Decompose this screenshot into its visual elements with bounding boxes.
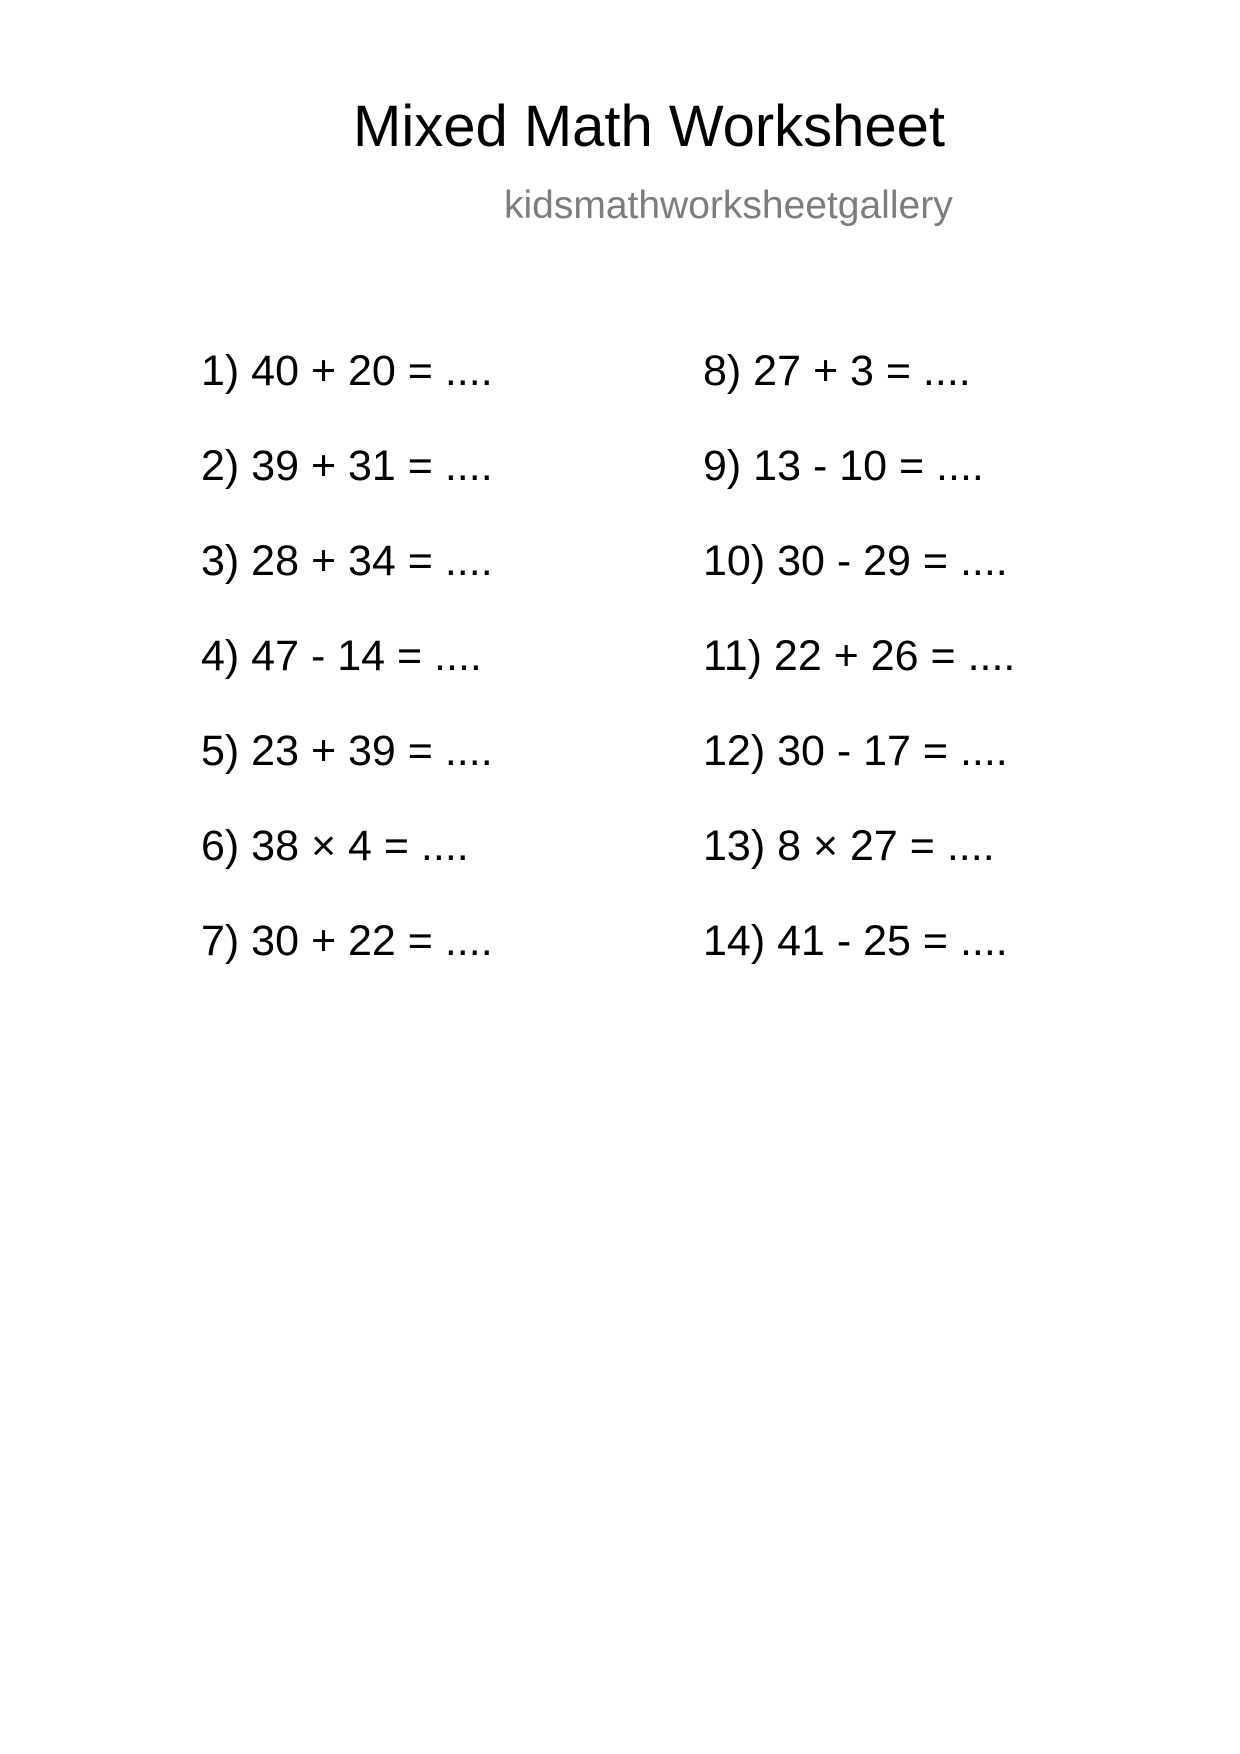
math-problem: 3) 28 + 34 = .... <box>201 537 493 585</box>
page-title: Mixed Math Worksheet <box>353 94 946 159</box>
math-problem: 1) 40 + 20 = .... <box>201 347 493 395</box>
math-problem: 11) 22 + 26 = .... <box>703 632 1016 680</box>
math-problem: 5) 23 + 39 = .... <box>201 727 493 775</box>
math-problem: 2) 39 + 31 = .... <box>201 442 493 490</box>
source-label: kidsmathworksheetgallery <box>504 184 953 227</box>
math-problem: 4) 47 - 14 = .... <box>201 632 482 680</box>
math-problem: 14) 41 - 25 = .... <box>703 917 1008 965</box>
math-problem: 10) 30 - 29 = .... <box>703 537 1008 585</box>
problems-column-right <box>703 347 1183 1015</box>
math-problem: 13) 8 × 27 = .... <box>703 822 995 870</box>
math-problem: 7) 30 + 22 = .... <box>201 917 493 965</box>
math-problem: 9) 13 - 10 = .... <box>703 442 984 490</box>
math-problem: 8) 27 + 3 = .... <box>703 347 971 395</box>
math-problem: 12) 30 - 17 = .... <box>703 727 1008 775</box>
problems-column-left <box>201 347 681 1015</box>
math-problem: 6) 38 × 4 = .... <box>201 822 469 870</box>
